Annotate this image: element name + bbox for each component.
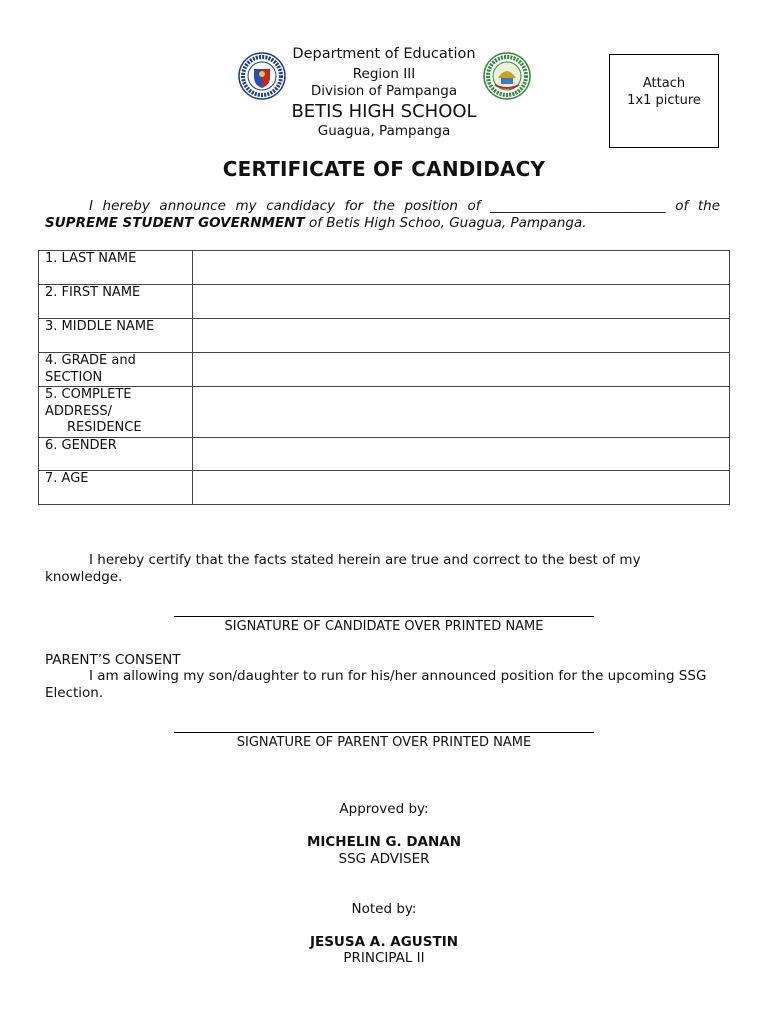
candidate-signature-label: SIGNATURE OF CANDIDATE OVER PRINTED NAME	[224, 619, 544, 634]
consent-paragraph	[45, 668, 722, 702]
principal-name: JESUSA A. AGUSTIN	[309, 934, 459, 950]
adviser-name: MICHELIN G. DANAN	[306, 834, 462, 850]
row-value-field[interactable]	[193, 387, 730, 438]
row-label: 4. GRADE and SECTION	[39, 353, 193, 387]
photo-box-line2: 1x1 picture	[627, 93, 701, 108]
table-row	[39, 438, 730, 471]
certification-text: I hereby certify that the facts stated herein are true and correct to the best of my knowledge.	[45, 552, 641, 585]
position-blank[interactable]: __________________________	[490, 198, 666, 214]
announcement-part2: of the	[675, 198, 720, 214]
candidate-info-table	[38, 250, 730, 505]
principal-position: PRINCIPAL II	[343, 950, 425, 966]
row-label-line2: RESIDENCE	[67, 420, 142, 435]
region-name: Region III	[352, 66, 416, 82]
school-name: BETIS HIGH SCHOOL	[291, 101, 477, 122]
row-label: 6. GENDER	[39, 438, 193, 471]
table-row	[39, 353, 730, 387]
table-row	[39, 387, 730, 438]
row-label: 1. LAST NAME	[39, 251, 193, 285]
announcement-paragraph	[45, 198, 720, 232]
table-row	[39, 285, 730, 319]
parent-signature-label: SIGNATURE OF PARENT OVER PRINTED NAME	[236, 735, 532, 750]
candidate-signature-line[interactable]	[174, 616, 594, 617]
row-value-field[interactable]	[193, 353, 730, 387]
row-value-field[interactable]	[193, 251, 730, 285]
parent-signature-line[interactable]	[174, 732, 594, 733]
row-value-field[interactable]	[193, 285, 730, 319]
announcement-part3: of Betis High Schoo, Guagua, Pampanga.	[308, 215, 587, 231]
announcement-part1: I hereby announce my candidacy for the position of	[89, 198, 481, 214]
noted-by-label: Noted by:	[351, 901, 417, 917]
certification-paragraph	[45, 552, 720, 586]
table-row	[39, 251, 730, 285]
row-label-line1: 5. COMPLETE ADDRESS/	[45, 387, 132, 419]
adviser-position: SSG ADVISER	[338, 851, 430, 867]
consent-text: I am allowing my son/daughter to run for his/her announced position for the upcoming SSG Election.	[45, 668, 707, 701]
table-row	[39, 471, 730, 505]
department-name: Department of Education	[292, 46, 476, 62]
row-value-field[interactable]	[193, 471, 730, 505]
approved-by-label: Approved by:	[339, 801, 429, 817]
row-label	[39, 387, 193, 438]
row-value-field[interactable]	[193, 319, 730, 353]
row-label: 7. AGE	[39, 471, 193, 505]
row-value-field[interactable]	[193, 438, 730, 471]
photo-box-line1: Attach	[642, 76, 686, 91]
document-title: CERTIFICATE OF CANDIDACY	[222, 157, 546, 181]
school-location: Guagua, Pampanga	[317, 123, 451, 139]
row-label: 3. MIDDLE NAME	[39, 319, 193, 353]
row-label: 2. FIRST NAME	[39, 285, 193, 319]
table-row	[39, 319, 730, 353]
division-name: Division of Pampanga	[310, 83, 458, 99]
consent-title: PARENT’S CONSENT	[45, 652, 181, 668]
photo-box[interactable]	[609, 54, 719, 148]
organization-name: SUPREME STUDENT GOVERNMENT	[45, 215, 305, 231]
